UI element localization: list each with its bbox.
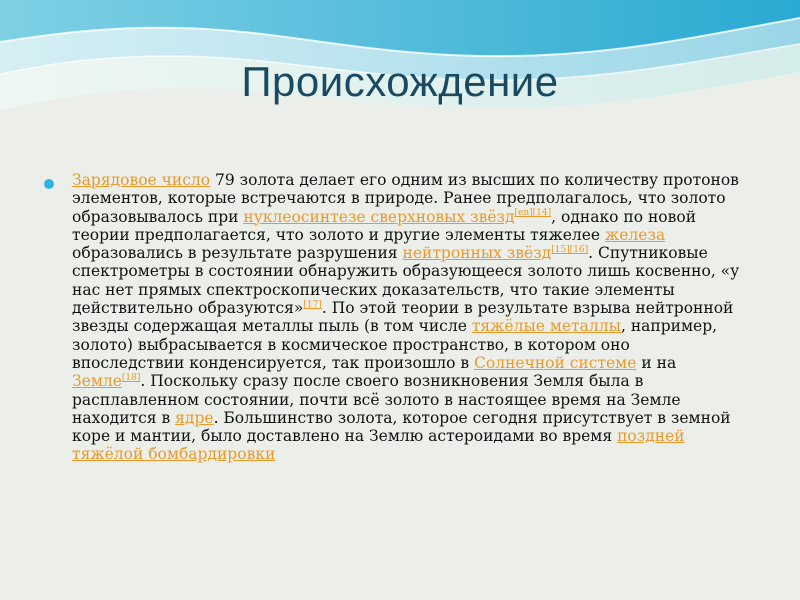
body-paragraph — [72, 171, 740, 464]
reference-18[interactable]: [18] — [121, 373, 141, 384]
text-segment: и на — [636, 353, 677, 372]
reference-en14[interactable]: [en][14] — [514, 208, 552, 219]
text-segment: образовались в результате разрушения — [72, 244, 403, 263]
link-heavy-metals[interactable]: тяжёлые металлы — [471, 317, 621, 336]
text-segment: 79 золота делает его одним из высших по количеству протонов элементов, которые встречаются в природе. Ранее предполагалось, что золото образовывалось при — [72, 171, 739, 226]
link-earth[interactable]: Земле — [72, 372, 122, 391]
link-solar-system[interactable]: Солнечной системе — [474, 353, 637, 372]
link-iron[interactable]: железа — [605, 225, 666, 244]
text-segment: . Поскольку сразу после своего возникновения Земля была в расплавленном состоянии, почти всё золото в настоящее время на Земле находится в — [72, 372, 681, 427]
bullet-icon — [44, 179, 54, 189]
text-segment: . Спутниковые спектрометры в состоянии обнаружить образующееся золото лишь косвенно, «у нас нет прямых спектроскопических доказательств, что такие элементы действительно образуются» — [72, 244, 740, 318]
text-segment: . Большинство золота, которое сегодня присутствует в земной коре и мантии, было доставлено на Землю астероидами во время — [72, 408, 731, 446]
link-late-heavy-bombardment[interactable]: поздней тяжёлой бомбардировки — [72, 427, 685, 464]
link-neutron-stars[interactable]: нейтронных звёзд — [402, 244, 552, 263]
slide-title: Происхождение — [241, 58, 559, 105]
reference-17[interactable]: [17] — [303, 299, 322, 310]
link-charge-number[interactable]: Зарядовое число — [72, 171, 211, 189]
text-segment: , например, золото) выбрасывается в космическое пространство, в котором оно впоследствии конденсируется, так произошло в — [72, 317, 718, 372]
text-segment: . По этой теории в результате взрыва нейтронной звезды содержащая металлы пыль (в том числе — [72, 299, 734, 336]
link-nucleosynthesis[interactable]: нуклеосинтезе сверхновых звёзд — [243, 207, 515, 226]
text-segment: , однако по новой теории предполагается, что золото и другие элементы тяжелее — [72, 207, 697, 244]
reference-15-16[interactable]: [15][16] — [551, 245, 589, 256]
link-core[interactable]: ядре — [175, 408, 214, 427]
